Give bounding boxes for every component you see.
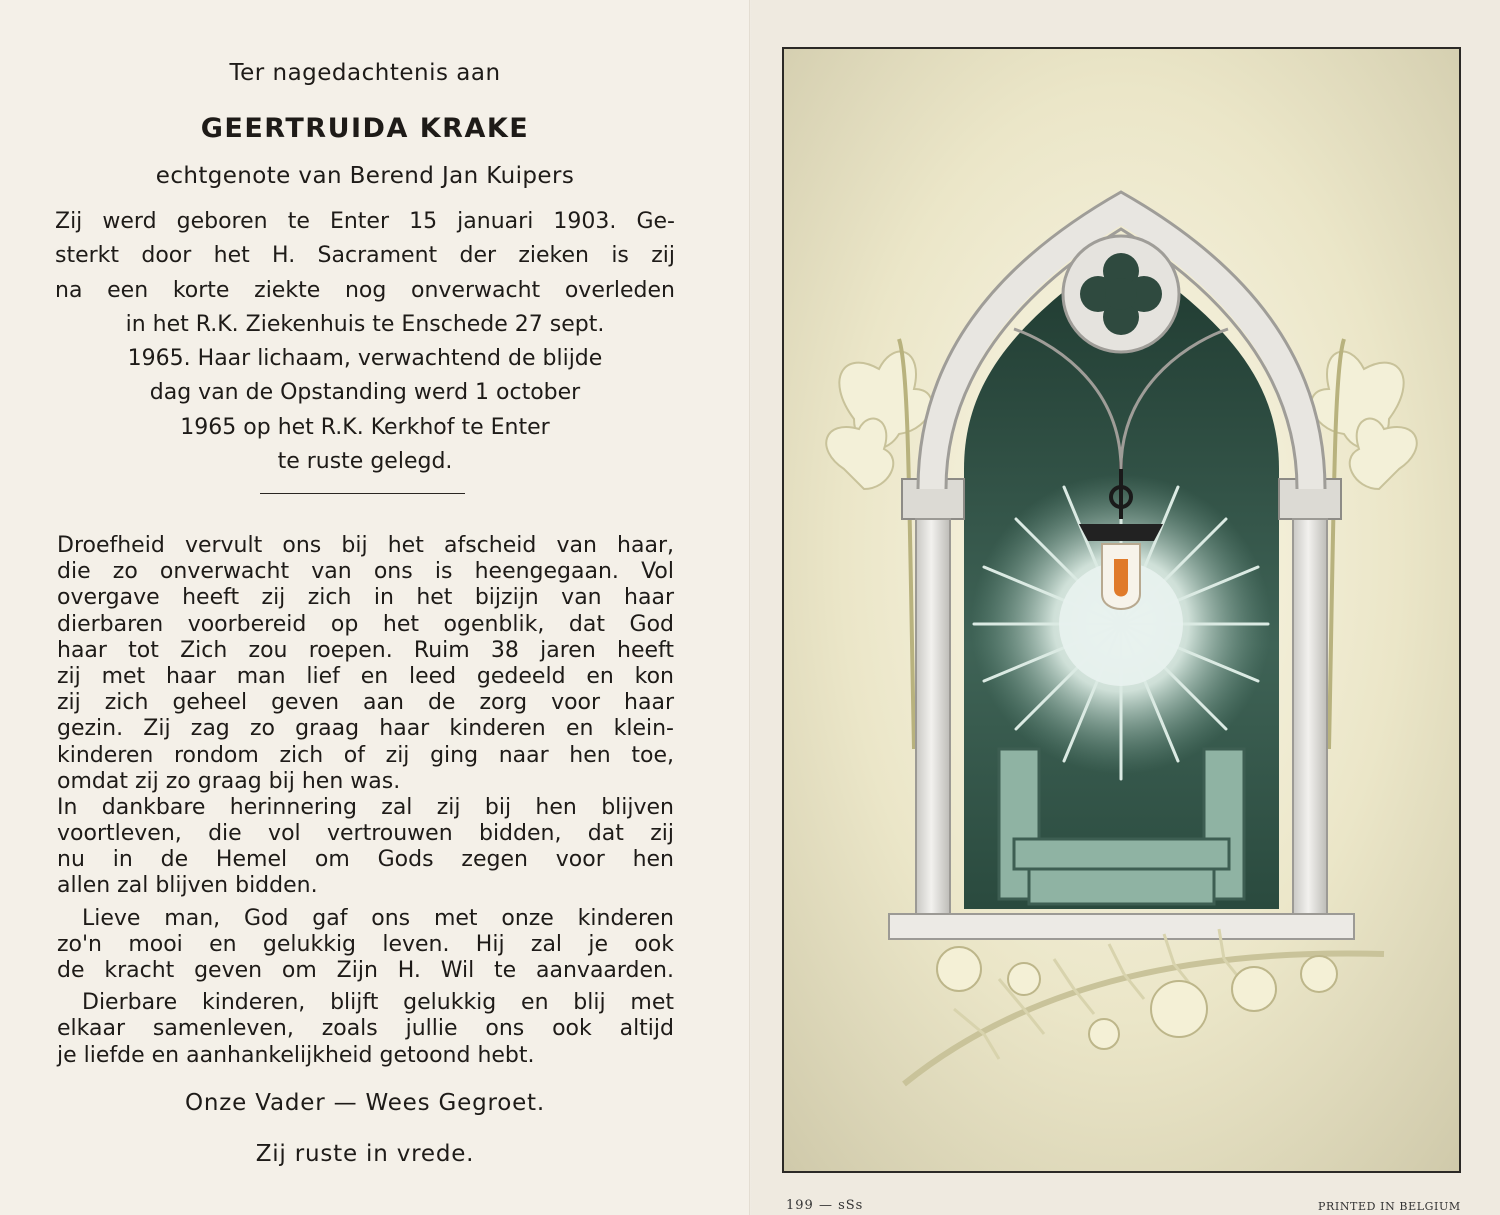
deceased-name: GEERTRUIDA KRAKE xyxy=(200,113,530,144)
text-line: zij met haar man lief en leed gedeeld en kon xyxy=(57,663,674,689)
text-line: overgave heeft zij zich in het bijzijn van haar xyxy=(57,585,674,611)
devotional-picture xyxy=(782,47,1461,1173)
text-line: zo'n mooi en gelukkig leven. Hij zal je ook xyxy=(57,931,674,957)
print-code: 199 — sSs xyxy=(786,1198,864,1213)
bio-line: sterkt door het H. Sacrament der zieken is zij xyxy=(55,243,675,269)
text-line: Dierbare kinderen, blijft gelukkig en blij met xyxy=(82,990,674,1016)
text-line: die zo onverwacht van ons is heengegaan. Vol xyxy=(57,559,674,585)
text-line: In dankbare herinnering zal zij bij hen blijven xyxy=(57,794,674,820)
text-line: omdat zij zo graag bij hen was. xyxy=(57,768,401,794)
text-line: dierbaren voorbereid op het ogenblik, dat God xyxy=(57,611,674,637)
bio-line: in het R.K. Ziekenhuis te Enschede 27 sept. xyxy=(125,311,605,337)
text-line: nu in de Hemel om Gods zegen voor hen xyxy=(57,847,674,873)
rest-in-peace: Zij ruste in vrede. xyxy=(255,1141,475,1167)
text-line: voortleven, die vol vertrouwen bidden, dat zij xyxy=(57,821,674,847)
text-line: haar tot Zich zou roepen. Ruim 38 jaren heeft xyxy=(57,637,674,663)
text-line: zij zich geheel geven aan de zorg voor haar xyxy=(57,690,674,716)
text-line: de kracht geven om Zijn H. Wil te aanvaarden. xyxy=(57,958,674,983)
window-ledge xyxy=(889,914,1354,939)
quatrefoil-window xyxy=(1063,236,1179,352)
memorial-intro: Ter nagedachtenis aan xyxy=(229,60,501,86)
bio-line: 1965. Haar lichaam, verwachtend de blijde xyxy=(127,346,603,372)
text-line: gezin. Zij zag zo graag haar kinderen en klein- xyxy=(57,716,674,742)
text-line: kinderen rondom zich of zij ging naar hen toe, xyxy=(57,742,674,768)
spouse-line: echtgenote van Berend Jan Kuipers xyxy=(155,163,575,189)
printer-mark: PRINTED IN BELGIUM xyxy=(1318,1200,1461,1213)
gothic-arch-illustration xyxy=(784,49,1459,1171)
text-line: elkaar samenleven, zoals jullie ons ook altijd xyxy=(57,1016,674,1042)
section-divider xyxy=(260,493,465,494)
text-line: Lieve man, God gaf ons met onze kinderen xyxy=(82,905,674,931)
memorial-text xyxy=(57,533,674,1069)
text-line: Droefheid vervult ons bij het afscheid van haar, xyxy=(57,533,674,558)
bio-line: te ruste gelegd. xyxy=(277,449,453,475)
prayer-line: Onze Vader — Wees Gegroet. xyxy=(185,1090,545,1116)
bio-line: na een korte ziekte nog onverwacht overleden xyxy=(55,277,675,303)
text-line: allen zal blijven bidden. xyxy=(57,873,318,899)
text-line: je liefde en aanhankelijkheid getoond hebt. xyxy=(57,1042,535,1068)
bio-line: Zij werd geboren te Enter 15 januari 1903. Ge- xyxy=(55,209,675,234)
biography xyxy=(55,205,675,479)
bio-line: 1965 op het R.K. Kerkhof te Enter xyxy=(180,414,550,440)
bio-line: dag van de Opstanding werd 1 october xyxy=(149,380,581,406)
